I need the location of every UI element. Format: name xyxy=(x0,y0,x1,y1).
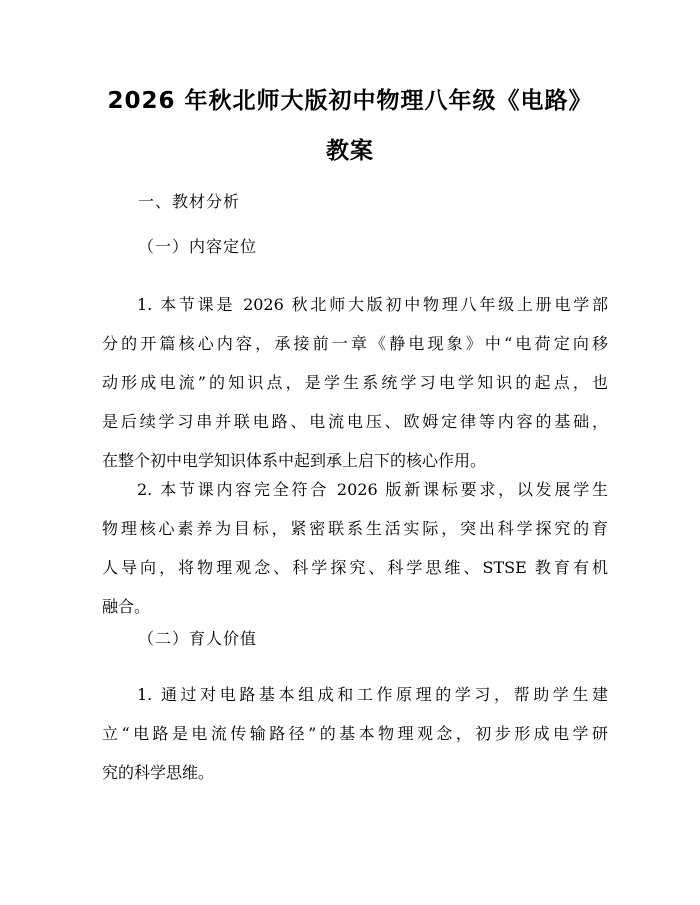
subsection-heading-educational-value: （二）育人价值 xyxy=(138,629,258,648)
paragraph-line: 在整个初中电学知识体系中起到承上启下的核心作用。 xyxy=(102,451,487,470)
document-title-line-2: 教案 xyxy=(326,138,374,164)
paragraph-line: 动形成电流”的知识点，是学生系统学习电学知识的起点，也 xyxy=(102,373,608,392)
paragraph-content-positioning-1 xyxy=(102,285,608,480)
paragraph-educational-value-1 xyxy=(102,675,608,792)
paragraph-content-positioning-2 xyxy=(102,470,608,626)
paragraph-line: 融合。 xyxy=(102,597,151,616)
paragraph-line: 1. 本节课是 2026 秋北师大版初中物理八年级上册电学部 xyxy=(137,295,608,314)
document-title-line-1: 2026 年秋北师大版初中物理八年级《电路》 xyxy=(107,88,593,114)
section-heading-textbook-analysis: 一、教材分析 xyxy=(138,192,241,211)
paragraph-line: 1. 通过对电路基本组成和工作原理的学习，帮助学生建 xyxy=(137,685,608,704)
paragraph-line: 物理核心素养为目标，紧密联系生活实际，突出科学探究的育 xyxy=(102,519,608,538)
paragraph-line: 分的开篇核心内容，承接前一章《静电现象》中“电荷定向移 xyxy=(102,334,608,353)
subsection-heading-content-positioning: （一）内容定位 xyxy=(138,237,258,256)
paragraph-line: 究的科学思维。 xyxy=(102,763,215,782)
paragraph-line: 人导向，将物理观念、科学探究、科学思维、STSE 教育有机 xyxy=(102,558,608,577)
paragraph-line: 立“电路是电流传输路径”的基本物理观念，初步形成电学研 xyxy=(102,724,608,743)
paragraph-line: 2. 本节课内容完全符合 2026 版新课标要求，以发展学生 xyxy=(137,480,608,499)
paragraph-line: 是后续学习串并联电路、电流电压、欧姆定律等内容的基础， xyxy=(102,412,608,431)
